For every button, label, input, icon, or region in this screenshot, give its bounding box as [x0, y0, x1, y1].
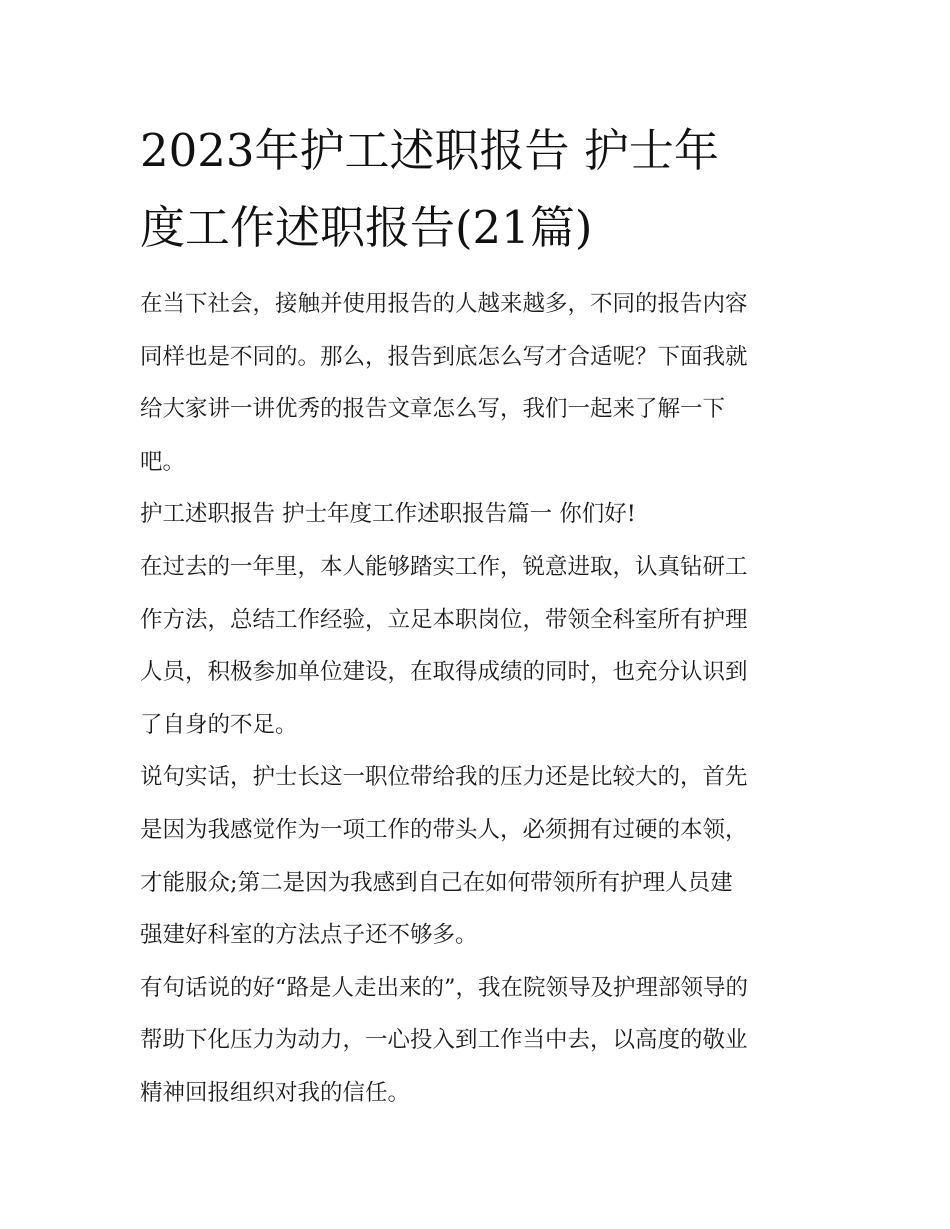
- text-line: 精神回报组织对我的信任。: [140, 1079, 411, 1106]
- text-line: 吧。: [140, 448, 186, 475]
- text-line: 给大家讲一讲优秀的报告文章怎么写，我们一起来了解一下: [140, 396, 726, 423]
- text-line: 在当下社会，接触并使用报告的人越来越多，不同的报告内容: [140, 291, 748, 317]
- text-line: 强建好科室的方法点子还不够多。: [140, 922, 478, 949]
- title-line: 度工作述职报告(21篇): [140, 201, 593, 254]
- title-line: 2023年护工述职报告 护士年: [140, 124, 719, 177]
- text-line: 帮助下化压力为动力，一心投入到工作当中去，以高度的敬业: [140, 1027, 748, 1054]
- text-line: 了自身的不足。: [140, 711, 298, 738]
- text-line: 作方法，总结工作经验，立足本职岗位，带领全科室所有护理: [140, 606, 748, 633]
- section-heading-line: 护工述职报告 护士年度工作述职报告篇一 你们好!: [140, 501, 636, 528]
- text-line: 才能服众;第二是因为我感到自己在如何带领所有护理人员建: [140, 869, 733, 896]
- text-line: 有句话说的好“路是人走出来的”，我在院领导及护理部领导的: [140, 974, 749, 1001]
- text-line: 同样也是不同的。那么，报告到底怎么写才合适呢？下面我就: [140, 343, 748, 370]
- text-line: 在过去的一年里，本人能够踏实工作，锐意进取，认真钻研工: [140, 553, 748, 580]
- text-line: 人员，积极参加单位建设，在取得成绩的同时，也充分认识到: [140, 659, 748, 686]
- text-line: 是因为我感觉作为一项工作的带头人，必须拥有过硬的本领，: [140, 816, 748, 843]
- document-body: [140, 278, 830, 1120]
- document-title: [140, 112, 820, 266]
- text-line: 说句实话，护士长这一职位带给我的压力还是比较大的，首先: [140, 764, 748, 791]
